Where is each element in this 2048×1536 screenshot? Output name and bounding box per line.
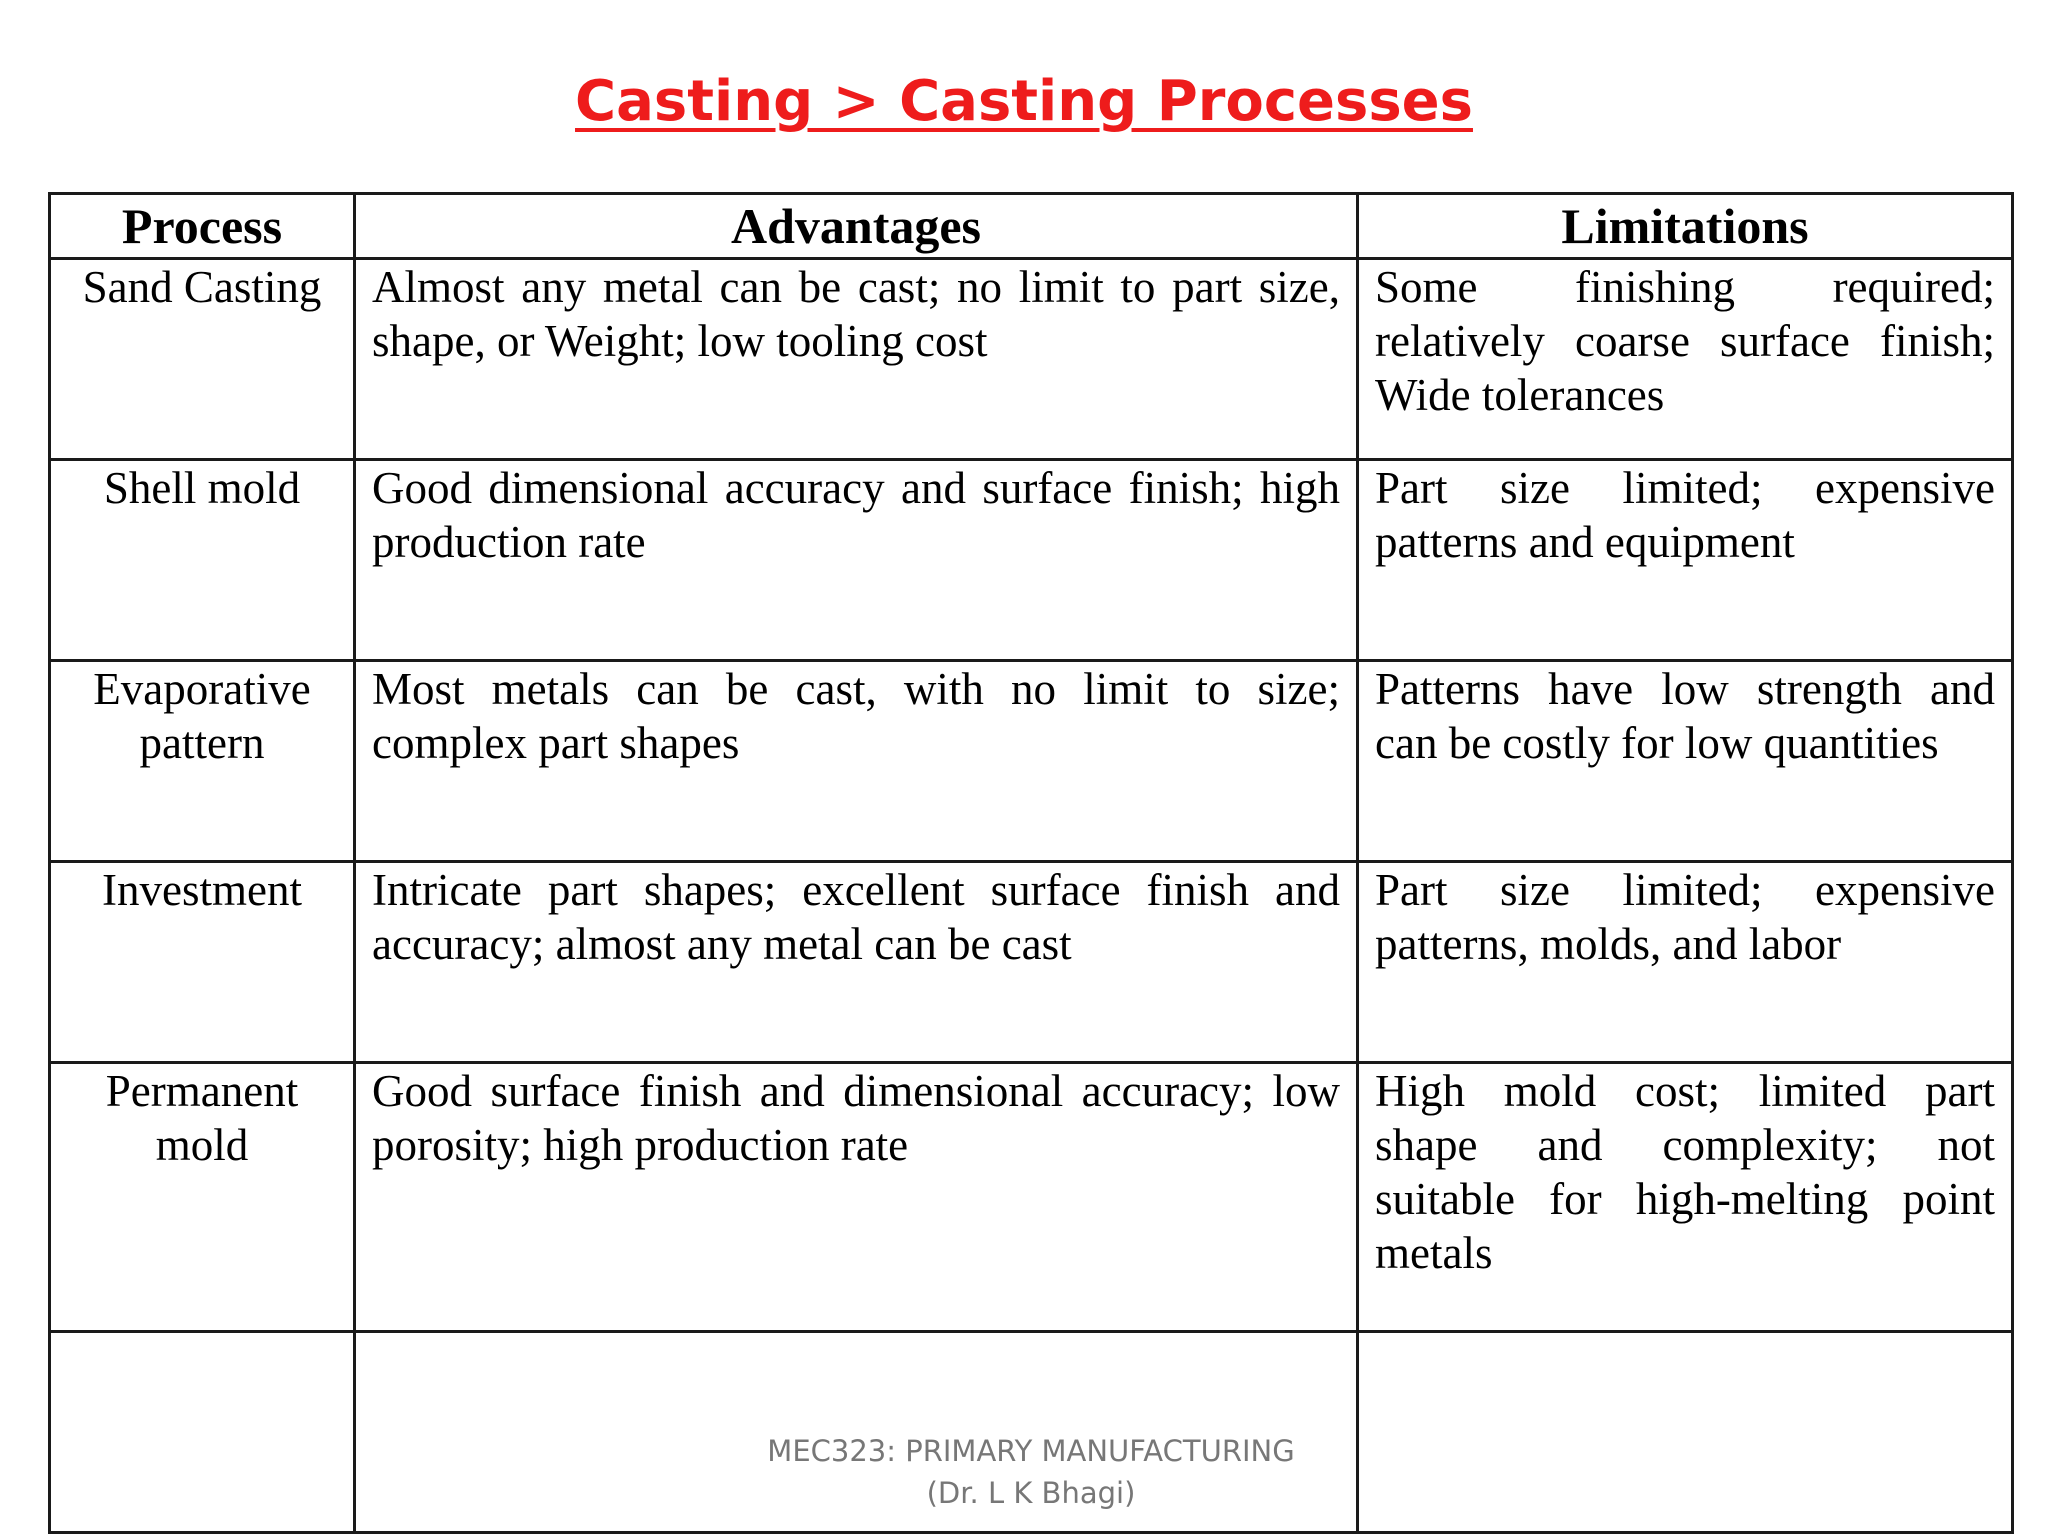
advantages-cell: Good surface finish and dimensional accuracy; low porosity; high production rate <box>355 1063 1358 1332</box>
slide-title: Casting > Casting Processes <box>575 69 1473 134</box>
footer-course: MEC323: PRIMARY MANUFACTURING <box>767 1434 1295 1468</box>
header-advantages: Advantages <box>355 194 1358 259</box>
table-row <box>50 862 2013 1063</box>
table-row <box>50 460 2013 661</box>
advantages-cell: Good dimensional accuracy and surface finish; high production rate <box>355 460 1358 661</box>
process-cell: Permanent mold <box>50 1063 355 1332</box>
process-cell: Evaporative pattern <box>50 661 355 862</box>
table-row <box>50 259 2013 460</box>
process-cell: Sand Casting <box>50 259 355 460</box>
limitations-cell: Patterns have low strength and can be costly for low quantities <box>1358 661 2013 862</box>
limitations-cell: Part size limited; expensive patterns and equipment <box>1358 460 2013 661</box>
advantages-cell: Most metals can be cast, with no limit to size; complex part shapes <box>355 661 1358 862</box>
table-row <box>50 661 2013 862</box>
header-process: Process <box>50 194 355 259</box>
limitations-cell: High mold cost; limited part shape and complexity; not suitable for high-melting point metals <box>1358 1063 2013 1332</box>
table-header-row <box>50 194 2013 259</box>
table-row <box>50 1063 2013 1332</box>
advantages-cell: Intricate part shapes; excellent surface finish and accuracy; almost any metal can be cast <box>355 862 1358 1063</box>
process-cell: Shell mold <box>50 460 355 661</box>
header-limitations: Limitations <box>1358 194 2013 259</box>
footer-author: (Dr. L K Bhagi) <box>926 1476 1136 1510</box>
limitations-cell: Some finishing required; relatively coarse surface finish; Wide tolerances <box>1358 259 2013 460</box>
slide-footer <box>0 1430 2048 1514</box>
process-cell: Investment <box>50 862 355 1063</box>
casting-processes-table <box>48 192 2014 1534</box>
limitations-cell: Part size limited; expensive patterns, molds, and labor <box>1358 862 2013 1063</box>
advantages-cell: Almost any metal can be cast; no limit to part size, shape, or Weight; low tooling cost <box>355 259 1358 460</box>
